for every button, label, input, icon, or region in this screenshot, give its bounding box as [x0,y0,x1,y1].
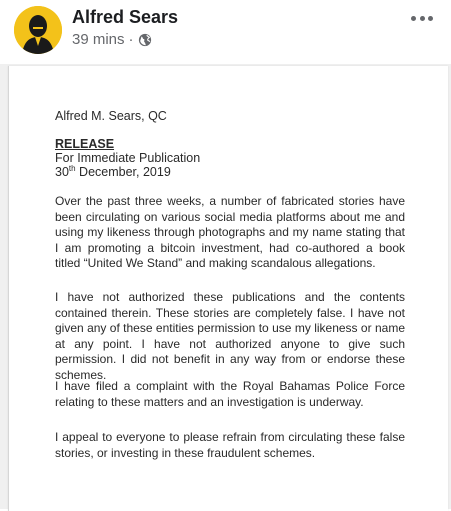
author-name[interactable]: Alfred Sears [72,7,179,27]
attached-image[interactable] [0,64,451,509]
sender-name: Alfred M. Sears, QC [55,109,167,123]
release-date: 30th December, 2019 [55,163,171,179]
paragraph: I have not authorized these publications and the contents contained therein. These stories are completely false. I have not given any of these entities permission to use my likeness or name at any point. I have not authorized anyone to give such permission. I did not benefit in any way from or endorse these schemes. [55,290,405,382]
press-release-document [8,66,448,511]
post-time[interactable]: 39 mins [72,31,125,48]
globe-icon[interactable] [138,33,152,47]
paragraph: I have filed a complaint with the Royal Bahamas Police Force relating to these matters and an investigation is underway. [55,379,405,409]
publication-note: For Immediate Publication [55,151,201,165]
post-meta [72,31,152,48]
profile-silhouette-icon [14,6,62,54]
paragraph: I appeal to everyone to please refrain from circulating these false stories, or investing in these fraudulent schemes. [55,430,405,460]
more-options-icon[interactable] [411,14,433,22]
post-header [0,0,451,64]
paragraph: Over the past three weeks, a number of fabricated stories have been circulating on various social media platforms about me and using my likeness through photographs and my name stating that I am promoting a bitcoin investment, had co-authored a book titled “United We Stand” and making scandalous allegations. [55,194,405,270]
avatar[interactable] [14,6,62,54]
meta-separator: · [128,31,134,48]
release-heading: RELEASE [55,137,115,151]
